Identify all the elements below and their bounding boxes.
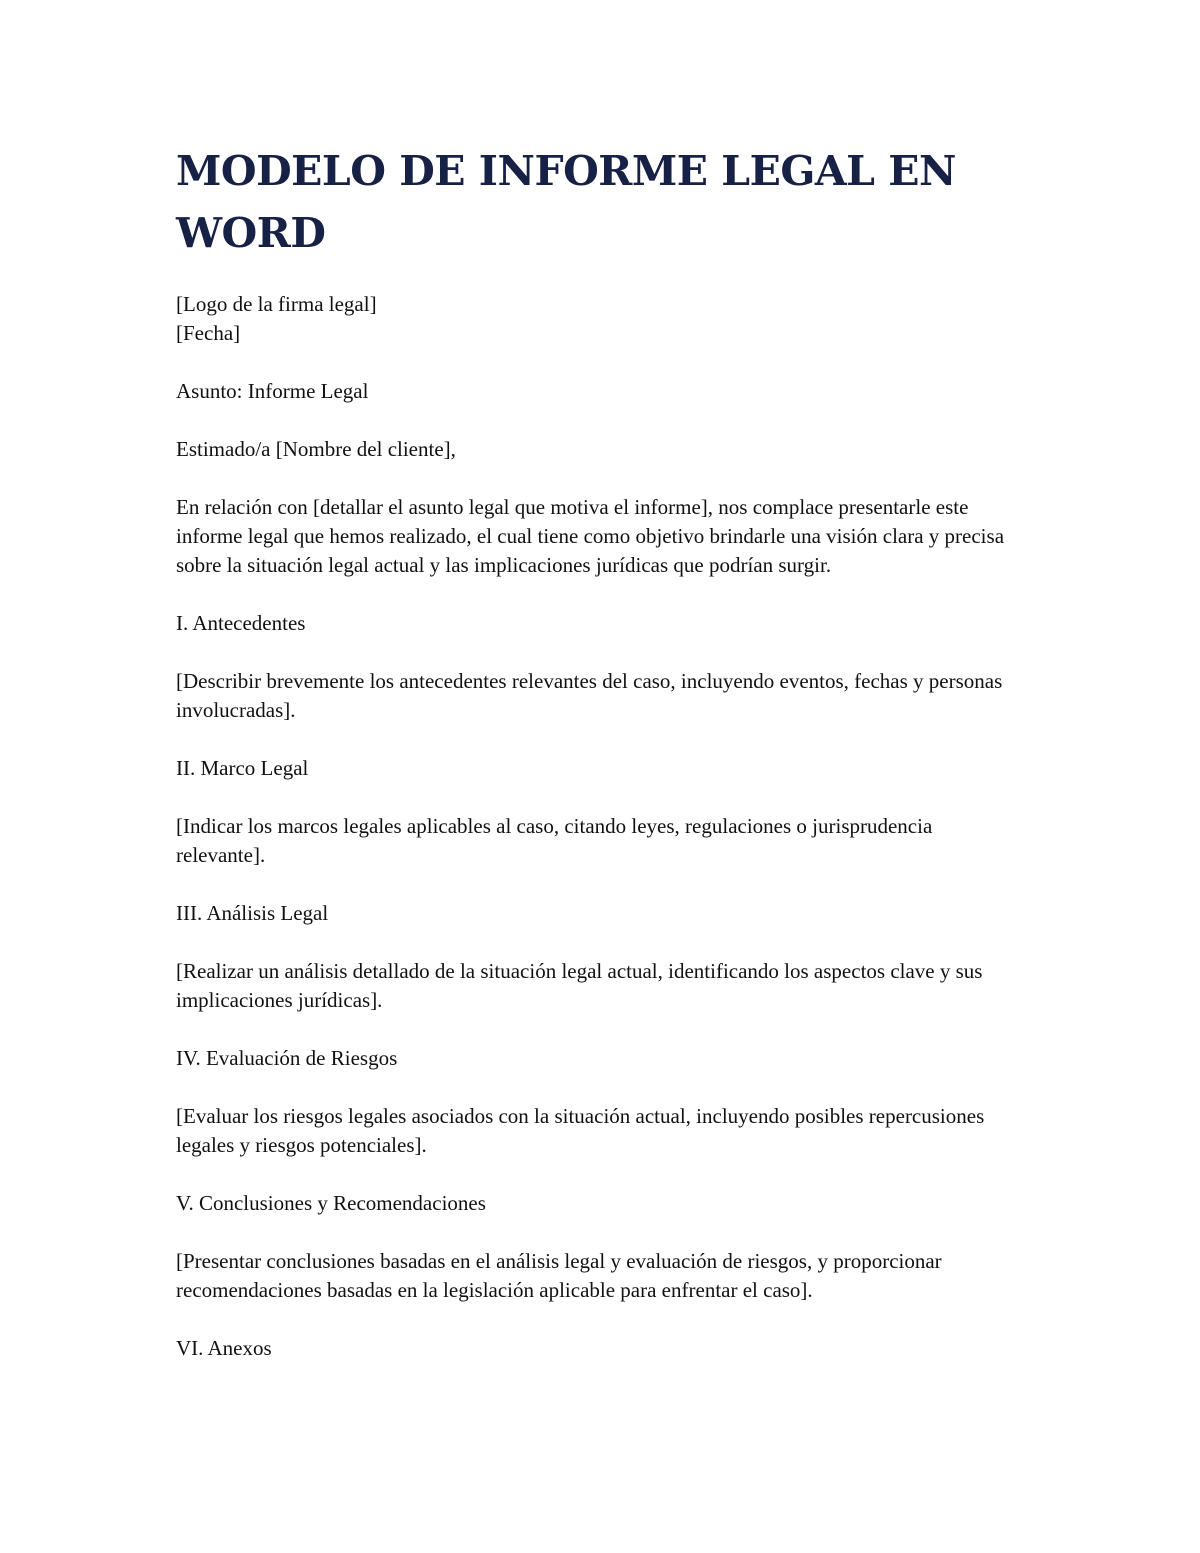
- section-body-conclusiones: [Presentar conclusiones basadas en el análisis legal y evaluación de riesgos, y proporcionar recomendaciones basadas en la legislación aplicable para enfrentar el caso].: [176, 1249, 942, 1302]
- greeting: Estimado/a [Nombre del cliente],: [176, 437, 456, 461]
- section-heading-conclusiones: V. Conclusiones y Recomendaciones: [176, 1191, 486, 1215]
- date-placeholder: [Fecha]: [176, 321, 241, 345]
- section-body-analisis-legal: [Realizar un análisis detallado de la situación legal actual, identificando los aspectos clave y sus implicaciones jurídicas].: [176, 959, 983, 1012]
- section-heading-antecedentes: I. Antecedentes: [176, 611, 306, 635]
- intro-paragraph: En relación con [detallar el asunto legal que motiva el informe], nos complace presentarle este informe legal que hemos realizado, el cual tiene como objetivo brindarle una visión clara y precisa sobre la situación legal actual y las implicaciones jurídicas que podrían surgir.: [176, 495, 1005, 577]
- section-heading-marco-legal: II. Marco Legal: [176, 756, 309, 780]
- section-body-evaluacion-riesgos: [Evaluar los riesgos legales asociados con la situación actual, incluyendo posibles repercusiones legales y riesgos potenciales].: [176, 1104, 985, 1157]
- document-content: [176, 140, 1026, 1392]
- section-heading-anexos: VI. Anexos: [176, 1336, 272, 1360]
- subject-line: Asunto: Informe Legal: [176, 379, 369, 403]
- section-body-marco-legal: [Indicar los marcos legales aplicables al caso, citando leyes, regulaciones o jurisprudencia relevante].: [176, 814, 933, 867]
- section-body-antecedentes: [Describir brevemente los antecedentes relevantes del caso, incluyendo eventos, fechas y personas involucradas].: [176, 669, 1003, 722]
- section-heading-evaluacion-riesgos: IV. Evaluación de Riesgos: [176, 1046, 398, 1070]
- logo-placeholder: [Logo de la firma legal]: [176, 292, 377, 316]
- section-heading-analisis-legal: III. Análisis Legal: [176, 901, 329, 925]
- document-title: MODELO DE INFORME LEGAL EN WORD: [176, 147, 956, 257]
